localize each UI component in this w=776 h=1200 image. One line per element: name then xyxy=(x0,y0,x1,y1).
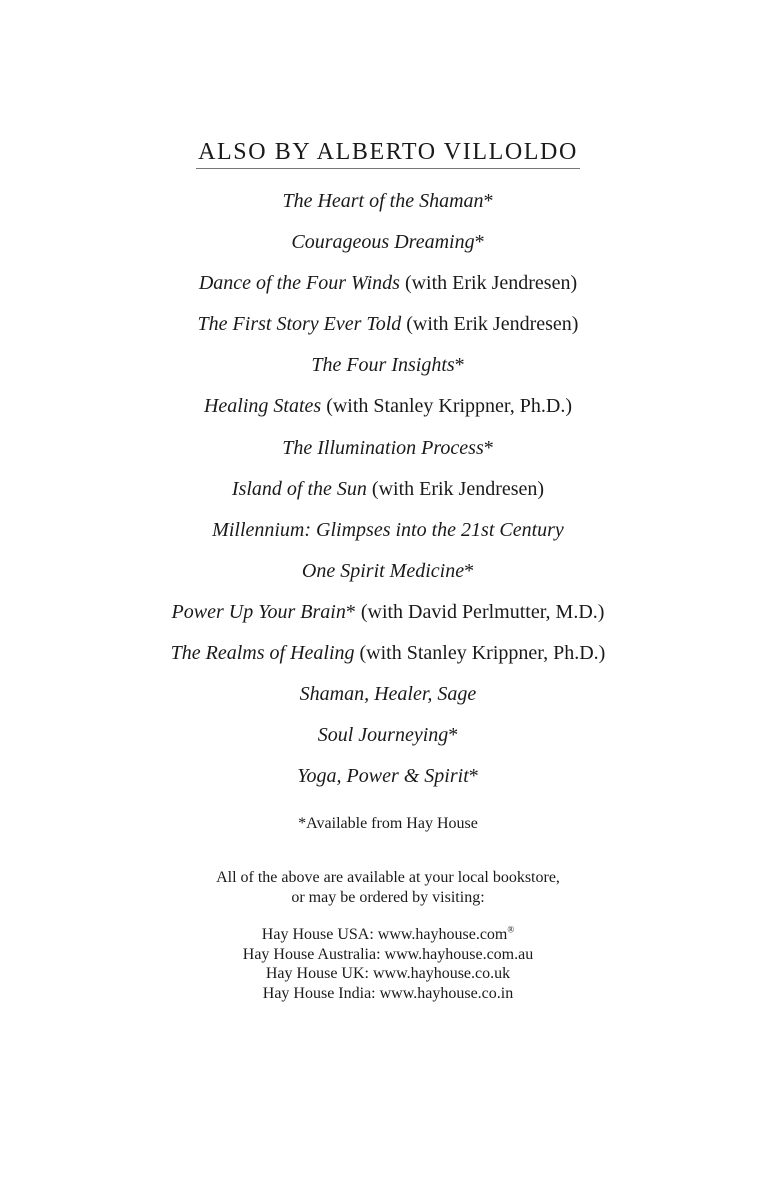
registered-mark: ® xyxy=(507,924,515,935)
book-title: Millennium: Glimpses into the 21st Century xyxy=(212,518,564,541)
coauthor-note: (with Erik Jendresen) xyxy=(371,477,545,500)
book-item xyxy=(0,474,776,515)
book-title: The Heart of the Shaman xyxy=(282,190,484,212)
coauthor-note: (with Erik Jendresen) xyxy=(406,313,579,336)
book-title: Courageous Dreaming xyxy=(291,231,475,254)
book-title: The First Story Ever Told xyxy=(197,313,402,336)
website-usa: Hay House USA: www.hayhouse.com xyxy=(261,926,508,943)
availability-line: All of the above are available at your local bookstore, xyxy=(216,869,560,886)
book-item xyxy=(0,268,776,309)
book-item xyxy=(0,350,776,391)
book-item xyxy=(0,597,776,638)
hay-house-marker: * xyxy=(468,765,479,788)
book-item xyxy=(0,391,776,432)
book-title: Power Up Your Brain xyxy=(171,600,346,623)
website-line xyxy=(0,925,776,945)
book-item xyxy=(0,186,776,227)
coauthor-note: (with Stanley Krippner, Ph.D.) xyxy=(326,395,573,418)
website-australia: Hay House Australia: www.hayhouse.com.au xyxy=(242,945,534,963)
website-list xyxy=(0,925,776,1003)
website-line xyxy=(0,945,776,965)
website-uk: Hay House UK: www.hayhouse.co.uk xyxy=(265,965,511,982)
book-item xyxy=(0,309,776,350)
availability-line: or may be ordered by visiting: xyxy=(291,889,485,906)
book-title: One Spirit Medicine xyxy=(301,559,465,582)
coauthor-note: (with Stanley Krippner, Ph.D.) xyxy=(359,642,606,665)
book-item xyxy=(0,638,776,679)
hay-house-marker: * xyxy=(464,559,475,582)
heading-container xyxy=(0,137,776,169)
coauthor-note: (with Erik Jendresen) xyxy=(404,272,578,295)
book-title: The Illumination Process xyxy=(282,436,484,459)
page-title: ALSO BY ALBERTO VILLOLDO xyxy=(196,137,580,169)
hay-house-marker: * xyxy=(448,724,459,747)
book-item xyxy=(0,515,776,556)
book-item xyxy=(0,227,776,268)
book-item xyxy=(0,433,776,474)
book-title: Healing States xyxy=(203,395,322,418)
hay-house-marker: * xyxy=(483,190,494,212)
book-item xyxy=(0,556,776,597)
hay-house-marker: * xyxy=(345,600,356,623)
book-item xyxy=(0,720,776,761)
book-title: Dance of the Four Winds xyxy=(198,272,400,295)
book-title: The Four Insights xyxy=(311,354,455,377)
book-title: Island of the Sun xyxy=(231,477,367,500)
website-india: Hay House India: www.hayhouse.co.in xyxy=(262,984,514,1002)
footnote: *Available from Hay House xyxy=(298,815,478,832)
book-title: The Realms of Healing xyxy=(170,642,355,665)
book-title: Shaman, Healer, Sage xyxy=(299,683,477,706)
book-item xyxy=(0,761,776,802)
hay-house-marker: * xyxy=(474,231,485,254)
hay-house-marker: * xyxy=(454,354,465,377)
website-line xyxy=(0,984,776,1004)
availability-note xyxy=(0,868,776,908)
book-item xyxy=(0,679,776,720)
book-list xyxy=(0,186,776,802)
book-title: Soul Journeying xyxy=(317,724,449,747)
book-title: Yoga, Power & Spirit xyxy=(297,765,469,788)
website-line xyxy=(0,964,776,984)
hay-house-marker: * xyxy=(483,436,494,459)
coauthor-note: (with David Perlmutter, M.D.) xyxy=(360,600,605,623)
